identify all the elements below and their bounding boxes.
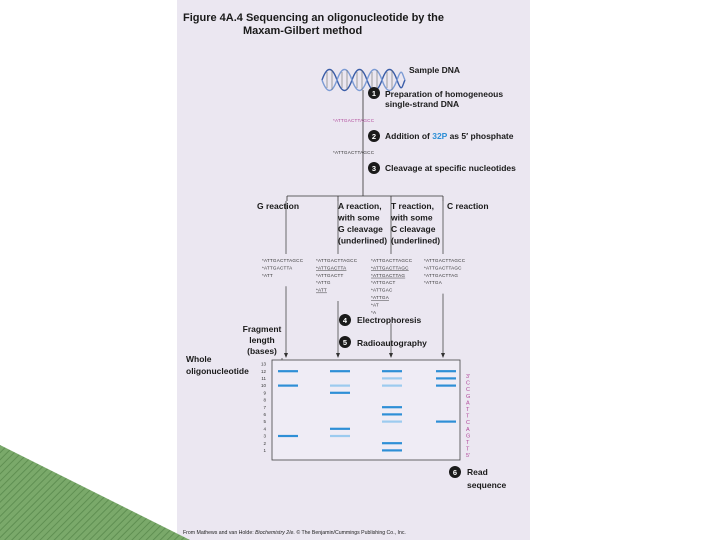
svg-text:single-strand DNA: single-strand DNA — [385, 99, 460, 109]
gel-band — [330, 428, 350, 430]
gel-band — [382, 421, 402, 423]
credit-line: From Mathews and van Holde: Biochemistry 2/e. © The Benjamin/Cummings Publishing Co., Inc. — [183, 530, 406, 536]
reaction-2-fragment: *ATTGACTT — [316, 272, 344, 278]
svg-text:Whole: Whole — [186, 354, 212, 364]
reaction-3-fragment: *ATTGACTTAGC — [371, 265, 409, 271]
reaction-3-label-line: with some — [391, 212, 433, 223]
lane-3-arrowhead — [389, 353, 393, 358]
reaction-2-fragment: *ATTGACTTAGCC — [316, 258, 358, 263]
dna-helix-icon — [322, 70, 405, 91]
gel-band — [330, 392, 350, 394]
fragment-number: 13 — [260, 361, 266, 367]
fragment-number: 1 — [263, 448, 266, 453]
lane-2-arrowhead — [336, 353, 340, 358]
gel-band — [382, 449, 402, 451]
fragment-number: 6 — [263, 412, 266, 417]
gel-band — [278, 385, 298, 387]
labeled-sequence: *ATTGACTTAGCC — [333, 150, 375, 155]
figure-title-line-1: Figure 4A.4 Sequencing an oligonucleotide by the — [183, 12, 444, 24]
reaction-4-fragment: *ATTGACTTAGC — [424, 265, 462, 271]
step-1 — [368, 87, 503, 109]
read-sequence-base: T — [466, 407, 470, 413]
fragment-number: 11 — [261, 376, 266, 381]
reaction-2-label-line: A reaction, — [338, 201, 382, 211]
gel-band — [278, 370, 298, 372]
svg-text:Radioautography: Radioautography — [357, 338, 427, 348]
read-sequence-base: G — [466, 433, 471, 440]
reaction-1-label-line: G reaction — [257, 201, 300, 211]
gel-band — [382, 377, 402, 379]
lane-4-arrowhead — [441, 353, 445, 358]
reaction-1-fragment: *ATTGACTTA — [262, 265, 293, 271]
read-sequence-base: C — [466, 380, 470, 387]
fragment-length-label — [243, 324, 282, 356]
gel-band — [382, 442, 402, 444]
gel-band — [382, 413, 402, 415]
figure-title-line-2: Maxam-Gilbert method — [243, 25, 363, 37]
svg-text:2: 2 — [371, 132, 377, 141]
fragment-number: 9 — [263, 390, 266, 396]
whole-oligonucleotide-label — [186, 354, 249, 376]
reaction-3-fragment: *ATTGAC — [371, 287, 393, 293]
reaction-3-fragment: *ATTGACT — [371, 280, 396, 286]
gel-band — [382, 406, 402, 408]
svg-text:Read: Read — [467, 467, 488, 477]
read-sequence-base: T — [466, 413, 470, 420]
step-5 — [339, 336, 427, 348]
read-sequence-base: C — [466, 387, 470, 394]
reaction-2-label-line: G cleavage — [338, 224, 383, 234]
fragment-number: 3 — [263, 433, 266, 439]
strand-sequence: *ATTGACTTAGCC — [333, 118, 375, 123]
svg-text:Electrophoresis: Electrophoresis — [357, 315, 422, 325]
svg-text:1: 1 — [371, 89, 377, 98]
fragment-number: 5 — [263, 419, 266, 425]
reaction-3-fragment: *ATTGACTTAG — [371, 272, 406, 278]
reaction-3-label-line: C cleavage — [391, 224, 436, 234]
gel-band — [330, 385, 350, 387]
read-sequence-base: 3′ — [466, 374, 471, 380]
svg-text:Fragment: Fragment — [242, 324, 282, 334]
step-4 — [339, 314, 422, 326]
sample-dna-label: Sample DNA — [409, 65, 461, 75]
svg-text:Addition of 32P as 5′ phosphat: Addition of 32P as 5′ phosphate — [385, 131, 514, 141]
gel-band — [436, 377, 456, 379]
reaction-1-fragment: *ATTGACTTAGCC — [262, 258, 304, 263]
gel-band — [278, 435, 298, 437]
read-sequence-base: G — [466, 393, 471, 400]
gel-band — [330, 435, 350, 437]
read-sequence-base: A — [466, 426, 470, 433]
read-sequence-base: T — [466, 440, 470, 446]
reaction-2-fragment: *ATTG — [316, 280, 331, 286]
fragment-number: 10 — [260, 383, 266, 389]
fragment-number: 4 — [263, 426, 266, 432]
fragment-number: 2 — [263, 440, 266, 446]
reaction-3-label-line: (underlined) — [391, 235, 441, 246]
svg-text:6: 6 — [452, 468, 458, 477]
reaction-2-label-line: (underlined) — [338, 235, 388, 246]
fragment-number: 8 — [263, 397, 266, 403]
reaction-4-fragment: *ATTGA — [424, 280, 442, 286]
step-6 — [449, 466, 506, 490]
step-3 — [368, 162, 516, 174]
svg-text:length: length — [249, 335, 275, 345]
reaction-3-label-line: T reaction, — [391, 201, 434, 211]
gel-band — [436, 370, 456, 372]
step-2 — [368, 130, 514, 142]
svg-text:Cleavage at specific nucleotid: Cleavage at specific nucleotides — [385, 163, 516, 173]
read-sequence-base: A — [466, 400, 470, 407]
read-sequence-base: T — [466, 446, 470, 453]
reaction-2-fragment: *ATTGACTTA — [316, 265, 347, 271]
fragment-number: 7 — [263, 404, 266, 410]
read-sequence-base: 5′ — [466, 453, 471, 460]
reaction-4-label-line: C reaction — [447, 201, 489, 211]
svg-text:4: 4 — [342, 316, 348, 325]
gel-band — [330, 370, 350, 372]
lane-1-arrowhead — [284, 353, 288, 358]
reaction-4-fragment: *ATTGACTTAGCC — [424, 258, 466, 263]
svg-text:3: 3 — [371, 164, 377, 173]
gel-band — [436, 421, 456, 423]
reaction-4-fragment: *ATTGACTTAG — [424, 272, 459, 278]
reaction-1-fragment: *ATT — [262, 272, 273, 278]
gel-band — [382, 385, 402, 387]
reaction-2-fragment: *ATT — [316, 287, 327, 293]
gel-band — [436, 385, 456, 387]
svg-text:sequence: sequence — [467, 480, 507, 490]
svg-text:5: 5 — [342, 338, 348, 347]
svg-text:Preparation of homogeneous: Preparation of homogeneous — [385, 89, 504, 99]
svg-text:(bases): (bases) — [247, 346, 277, 356]
reaction-2-label-line: with some — [338, 212, 380, 223]
fragment-number: 12 — [260, 368, 266, 374]
reaction-3-fragment: *ATTGACTTAGCC — [371, 258, 413, 263]
reaction-3-fragment: *A — [371, 309, 377, 315]
svg-text:oligonucleotide: oligonucleotide — [186, 366, 249, 376]
gel-band — [382, 370, 402, 372]
reaction-3-fragment: *ATTGA — [371, 295, 389, 300]
reaction-3-fragment: *AT — [371, 302, 379, 308]
gel-box — [272, 360, 460, 460]
read-sequence-base: C — [466, 420, 470, 427]
